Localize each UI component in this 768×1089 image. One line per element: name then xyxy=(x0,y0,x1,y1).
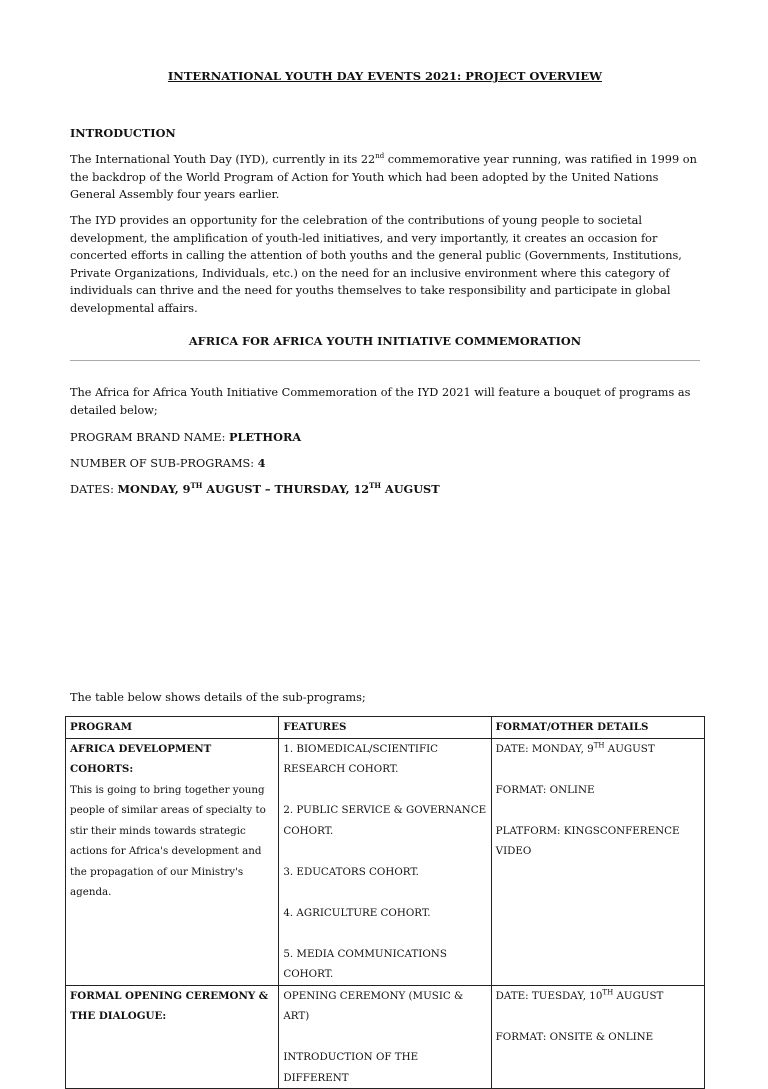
column-header-features: FEATURES xyxy=(279,717,491,739)
feature-item: 5. MEDIA COMMUNICATIONS COHORT. xyxy=(283,947,447,980)
introduction-heading: INTRODUCTION xyxy=(70,126,176,140)
program-description: This is going to bring together young people of similar areas of specialty to stir their minds towards strategic actions for Africa's development and the propagation of our Ministry's agenda. xyxy=(70,783,266,898)
feature-item: 1. BIOMEDICAL/SCIENTIFIC RESEARCH COHORT. xyxy=(283,742,439,775)
introduction-paragraph-1: The International Youth Day (IYD), currently in its 22nd commemorative year running, was ratified in 1999 on the backdrop of the World Program of Action for Youth which had been adopted by the United Nations General Assembly four years earlier. xyxy=(70,152,697,201)
dates-line: DATES: MONDAY, 9TH AUGUST – THURSDAY, 12TH AUGUST xyxy=(70,481,440,496)
program-cell xyxy=(66,985,279,1089)
features-cell xyxy=(279,738,491,985)
table-row xyxy=(66,738,705,985)
format-cell xyxy=(491,985,704,1089)
feature-item: 3. EDUCATORS COHORT. xyxy=(283,865,419,878)
format-detail: FORMAT: ONLINE xyxy=(495,783,595,796)
commemoration-heading: AFRICA FOR AFRICA YOUTH INITIATIVE COMMEMORATION xyxy=(188,334,582,348)
sub-program-count-line: NUMBER OF SUB-PROGRAMS: 4 xyxy=(70,456,266,470)
program-brand-line: PROGRAM BRAND NAME: PLETHORA xyxy=(70,430,302,444)
features-cell xyxy=(279,985,491,1089)
sub-programs-table xyxy=(65,716,705,1089)
introduction-paragraph-2: The IYD provides an opportunity for the celebration of the contributions of young people to societal development, the amplification of youth-led initiatives, and very importantly, it creates an occasion for concerted efforts in calling the attention of both youths and the general public (Governments, Institutions, Private Organizations, Individuals, etc.) on the need for an inclusive environment where this category of individuals can thrive and the need for youths themselves to take responsibility and participate in global developmental affairs. xyxy=(70,214,682,315)
date-detail: DATE: MONDAY, 9TH AUGUST xyxy=(495,741,655,755)
table-header-row xyxy=(66,717,705,739)
date-detail: DATE: TUESDAY, 10TH AUGUST xyxy=(495,988,664,1002)
table-intro-text: The table below shows details of the sub-programs; xyxy=(70,691,366,704)
feature-item: INTRODUCTION OF THE DIFFERENT xyxy=(283,1051,419,1084)
platform-detail: PLATFORM: KINGSCONFERENCE VIDEO xyxy=(495,824,680,857)
program-cell xyxy=(66,738,279,985)
feature-item: 2. PUBLIC SERVICE & GOVERNANCE COHORT. xyxy=(283,804,487,837)
program-title: AFRICA DEVELOPMENT COHORTS: xyxy=(70,742,212,775)
column-header-program: PROGRAM xyxy=(66,717,279,739)
table-row xyxy=(66,985,705,1089)
format-detail: FORMAT: ONSITE & ONLINE xyxy=(495,1030,654,1043)
document-title: INTERNATIONAL YOUTH DAY EVENTS 2021: PROJECT OVERVIEW xyxy=(167,69,603,83)
feature-item: OPENING CEREMONY (MUSIC & ART) xyxy=(283,989,464,1022)
format-cell xyxy=(491,738,704,985)
feature-item: 4. AGRICULTURE COHORT. xyxy=(283,906,431,919)
program-title: FORMAL OPENING CEREMONY & THE DIALOGUE: xyxy=(70,989,269,1022)
section-divider xyxy=(70,360,700,361)
commemoration-lead-paragraph: The Africa for Africa Youth Initiative Commemoration of the IYD 2021 will feature a bouquet of programs as detailed below; xyxy=(70,386,691,417)
column-header-format: FORMAT/OTHER DETAILS xyxy=(491,717,704,739)
